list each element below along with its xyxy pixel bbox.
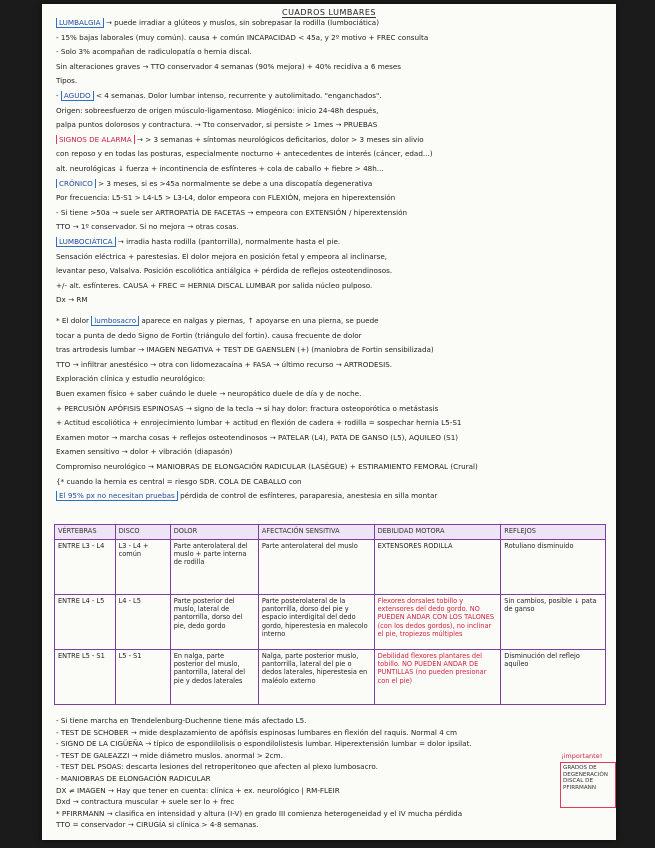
important-box: [560, 752, 616, 808]
note-text: < 4 semanas. Dolor lumbar intenso, recurrente y autolimitado. "enganchados".: [93, 91, 382, 100]
note-line: [56, 179, 606, 189]
note-text: Exploración clínica y estudio neurológico:: [56, 374, 206, 384]
table-cell: Parte posterolateral de la pantorrilla, dorso del pie y espacio interdigital del dedo gordo, hiperestesia en malecolo interno: [258, 595, 374, 650]
table-cell: Debilidad flexores plantares del tobillo. NO PUEDEN ANDAR DE PUNTILLAS (no pueden presionar con el pie): [374, 650, 501, 705]
note-text: Dx → RM: [56, 295, 88, 305]
bottom-note-line: - SIGNO DE LA CIGÜEÑA → típico de espondilolisis o espondilolistesis lumbar. Hiperextensión lumbar = dolor ipsilat.: [56, 739, 472, 749]
table-cell: L5 - S1: [115, 650, 170, 705]
note-text: Tipos.: [56, 76, 78, 86]
note-text: + Actitud escoliótica + enrojecimiento lumbar + actitud en flexión de cadera + rodilla = sospechar hernia L5-S1: [56, 418, 462, 428]
table-cell: Parte anterolateral del muslo: [258, 540, 374, 595]
note-line: [56, 266, 606, 276]
note-text: + PERCUSIÓN APÓFISIS ESPINOSAS → signo de la tecla → si hay dolor: fractura osteoporótica o metástasis: [56, 403, 439, 413]
radicular-table: [54, 524, 606, 705]
table-header-cell: DISCO: [115, 525, 170, 540]
note-text: con reposo y en todas las posturas, especialmente nocturno + antecedentes de interés (cáncer, edad...): [56, 149, 433, 159]
table-cell: En nalga, parte posterior del muslo, pantorrilla, lateral del pie y dedos laterales: [170, 650, 258, 705]
note-line: [56, 360, 606, 370]
bottom-note-line: Dxd → contractura muscular + suele ser lo + frec: [56, 797, 235, 807]
note-tag: SIGNOS DE ALARMA: [56, 135, 135, 145]
notes-page: [42, 4, 616, 840]
table-cell: EXTENSORES RODILLA: [374, 540, 501, 595]
note-text: - Solo 3% acompañan de radiculopatía o hernia discal.: [56, 47, 252, 57]
bottom-note-line: - MANIOBRAS DE ELONGACIÓN RADICULAR: [56, 774, 211, 783]
note-line: [56, 418, 606, 428]
note-tag: lumbosacro: [91, 316, 139, 326]
note-text: → puede irradiar a glúteos y muslos, sin sobrepasar la rodilla (lumbociática): [103, 18, 380, 27]
table-header-cell: AFECTACIÓN SENSITIVA: [258, 525, 374, 540]
table-cell: L3 - L4 + común: [115, 540, 170, 595]
note-line: [56, 18, 606, 28]
note-text: Sensación eléctrica + parestesias. El dolor mejora en posición fetal y empeora al inclinarse,: [56, 251, 388, 261]
note-line: [56, 237, 606, 247]
note-text: tras artrodesis lumbar → IMAGEN NEGATIVA + TEST DE GAENSLEN (+) (maniobra de Fortin sensibilizada): [56, 345, 434, 355]
table-header-cell: REFLEJOS: [501, 525, 606, 540]
note-text: > 3 meses, si es >45a normalmente se debe a una discopatía degenerativa: [95, 178, 373, 188]
table-header-cell: VÉRTEBRAS: [55, 525, 116, 540]
bottom-note-line: - TEST DE SCHOBER → mide desplazamiento de apófisis espinosas lumbares en flexión del raquis. Normal 4 cm: [56, 727, 458, 737]
note-text: Examen motor → marcha cosas + reflejos osteotendinosos → PATELAR (L4), PATA DE GANSO (L5), AQUILEO (S1): [56, 432, 459, 442]
note-text: pérdida de control de esfínteres, paraparesia, anestesia en silla montar: [177, 491, 438, 501]
table-body: [55, 540, 606, 705]
table-cell: L4 - L5: [115, 595, 170, 650]
table-cell: Sin cambios, posible ↓ pata de ganso: [501, 595, 606, 650]
note-line: [56, 462, 606, 472]
note-tag: LUMBOCIÁTICA: [56, 237, 116, 247]
note-line: [56, 374, 606, 384]
table-cell: ENTRE L4 - L5: [55, 595, 116, 650]
note-prefix: -: [56, 91, 61, 100]
note-prefix: * El dolor: [56, 316, 92, 325]
bottom-note-line: DX ≠ IMAGEN → Hay que tener en cuenta: clínica + ex. neurológico | RM-FLEIR: [56, 785, 340, 795]
table-cell: Parte anterolateral del muslo + parte interna de rodilla: [170, 540, 258, 595]
note-line: [56, 91, 606, 101]
note-text: → > 3 semanas + síntomas neurológicos deficitarios, dolor > 3 meses sin alivio: [134, 134, 424, 144]
table-header-row: [55, 525, 606, 540]
table-cell: ENTRE L5 - S1: [55, 650, 116, 705]
note-line: [56, 106, 606, 116]
note-text: tocar a punta de dedo Signo de Fortin (triángulo del fortin). causa frecuente de dolor: [56, 330, 362, 340]
note-line: [56, 33, 606, 43]
bottom-note-line: TTO = conservador → CIRUGÍA si clínica > 4-8 semanas.: [56, 820, 259, 830]
table-header-cell: DEBILIDAD MOTORA: [374, 525, 501, 540]
note-text: TTO → 1º conservador. Si no mejora → otras cosas.: [56, 222, 239, 232]
note-line: [56, 120, 606, 130]
note-text: Origen: sobreesfuerzo de origen músculo-ligamentoso. Miogénico: inicio 24-48h después,: [56, 105, 379, 115]
note-text: Examen sensitivo → dolor + vibración (diapasón): [56, 447, 233, 457]
bottom-note-line: - TEST DEL PSOAS: descarta lesiones del retroperitoneo que afecten al plexo lumbosacro.: [56, 762, 378, 772]
note-line: [56, 149, 606, 159]
note-line: [56, 389, 606, 399]
table-header-cell: DOLOR: [170, 525, 258, 540]
page-title: CUADROS LUMBARES: [281, 8, 377, 17]
note-tag: AGUDO: [61, 91, 94, 101]
note-text: aparece en nalgas y piernas, ↑ apoyarse en una pierna, se puede: [139, 316, 379, 325]
note-line: [56, 135, 606, 145]
table-cell: Flexores dorsales tobillo y extensores del dedo gordo. NO PUEDEN ANDAR CON LOS TALONES (con los dedos gordos), no inclinar el pie, tropiezos múltiples: [374, 595, 501, 650]
note-line: [56, 76, 606, 86]
note-text: Compromiso neurológico → MANIOBRAS DE ELONGACIÓN RADICULAR (LASÈGUE) + ESTIRAMIENTO FEMORAL (Crural): [56, 462, 478, 471]
bottom-note-line: - TEST DE GALEAZZI → mide diámetro muslos. anormal > 2cm.: [56, 750, 283, 760]
note-line: [56, 164, 606, 174]
note-line: [56, 433, 606, 443]
note-text: +/- alt. esfínteres. CAUSA + FREC = HERNIA DISCAL LUMBAR por salida núcleo pulposo.: [56, 280, 373, 290]
note-text: {* cuando la hernia es central = riesgo SDR. COLA DE CABALLO con: [56, 476, 302, 486]
bottom-note-line: - Si tiene marcha en Trendelenburg-Duchenne tiene más afectado L5.: [56, 716, 307, 725]
note-text: → irradia hasta rodilla (pantorrilla), normalmente hasta el pie.: [115, 237, 341, 246]
note-text: Buen examen físico + saber cuándo le duele → neuropático duele de día y de noche.: [56, 389, 362, 398]
note-text: - 15% bajas laborales (muy común). causa + común INCAPACIDAD < 45a, y 2º motivo + FREC consulta: [56, 32, 429, 42]
note-line: [56, 252, 606, 262]
note-text: levantar peso, Valsalva. Posición escoliótica antiálgica + pérdida de reflejos osteotendinosos.: [56, 266, 393, 276]
note-line: [56, 47, 606, 57]
important-text: GRADOS DE DEGENERACIÓN DISCAL DE PFIRRMANN: [563, 765, 608, 791]
note-line: [56, 316, 606, 326]
note-line: [56, 208, 606, 218]
note-text: alt. neurológicas ↓ fuerza + incontinencia de esfínteres + cola de caballo + fiebre > 48h...: [56, 164, 384, 173]
table-row: [55, 595, 606, 650]
note-line: [56, 491, 606, 501]
important-title: ¡importante!: [561, 752, 603, 760]
note-line: [56, 222, 606, 232]
note-text: Por frecuencia: L5-S1 > L4-L5 > L3-L4, dolor empeora con FLEXIÓN, mejora en hiperextensión: [56, 193, 396, 203]
note-line: [56, 295, 606, 305]
note-line: [56, 281, 606, 291]
note-text: - Si tiene >50a → suele ser ARTROPATÍA DE FACETAS → empeora con EXTENSIÓN / hiperextensión: [56, 207, 408, 217]
note-tag: CRÓNICO: [56, 179, 96, 189]
table-cell: Parte posterior del muslo, lateral de pantorrilla, dorso del pie, dedo gordo: [170, 595, 258, 650]
note-line: [56, 331, 606, 341]
bottom-note-line: * PFIRRMANN → clasifica en intensidad y altura (I-V) en grado III comienza heterogeneidad y el IV mucha pérdida: [56, 808, 463, 818]
table-row: [55, 540, 606, 595]
note-text: Sin alteraciones graves → TTO conservador 4 semanas (90% mejora) + 40% recidiva a 6 meses: [56, 61, 402, 71]
note-text: palpa puntos dolorosos y contractura. → Tto conservador, si persiste > 1mes → PRUEBAS: [56, 120, 378, 130]
table-cell: Nalga, parte posterior muslo, pantorrilla, lateral del pie o dedos laterales, hiperestesia en maléolo externo: [258, 650, 374, 705]
note-line: [56, 447, 606, 457]
note-line: [56, 62, 606, 72]
note-tag: LUMBALGIA: [56, 18, 104, 28]
table-cell: Rotuliano disminuido: [501, 540, 606, 595]
note-line: [56, 477, 606, 487]
table-row: [55, 650, 606, 705]
note-line: [56, 345, 606, 355]
note-line: [56, 404, 606, 414]
note-line: [56, 193, 606, 203]
table-cell: Disminución del reflejo aquíleo: [501, 650, 606, 705]
table-cell: ENTRE L3 - L4: [55, 540, 116, 595]
note-tag: El 95% px no necesitan pruebas: [56, 491, 178, 501]
note-text: TTO → infiltrar anestésico → otra con lidomezacaína + FASA → último recurso → ARTRODESIS.: [56, 359, 393, 369]
